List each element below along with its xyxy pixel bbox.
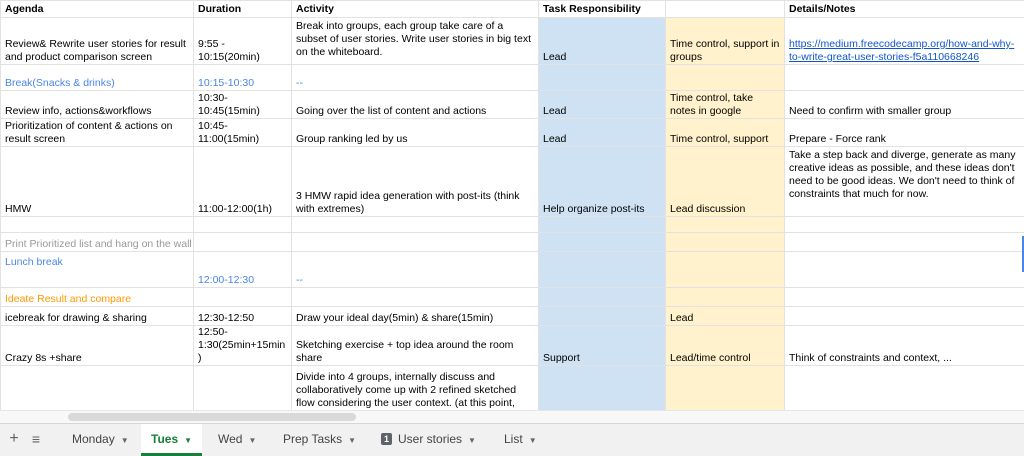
- duration-cell[interactable]: 9:55 - 10:15(20min): [194, 18, 292, 65]
- task-cell[interactable]: Lead: [539, 91, 666, 119]
- details-cell[interactable]: Think of constraints and context, ...: [785, 326, 1024, 366]
- sheet-tab-bar: [0, 423, 1024, 456]
- details-cell[interactable]: [785, 252, 1024, 288]
- agenda-cell[interactable]: Ideate Result and compare: [1, 288, 194, 307]
- task-cell[interactable]: [539, 307, 666, 326]
- tab-label: Tues: [151, 432, 178, 446]
- activity-cell[interactable]: [292, 217, 539, 233]
- details-cell[interactable]: [785, 217, 1024, 233]
- agenda-cell[interactable]: Lunch break: [1, 252, 194, 288]
- table-row: [1, 65, 1024, 91]
- agenda-cell[interactable]: [1, 217, 194, 233]
- chevron-down-icon[interactable]: ▼: [184, 436, 192, 445]
- duration-cell[interactable]: 12:50-1:30(25min+15min): [194, 326, 292, 366]
- activity-cell[interactable]: --: [292, 65, 539, 91]
- chevron-down-icon[interactable]: ▼: [529, 436, 537, 445]
- duration-cell[interactable]: [194, 288, 292, 307]
- table-row: [1, 119, 1024, 147]
- details-cell[interactable]: Take a step back and diverge, generate as many creative ideas as possible, and these ideas don't need to be good ideas. We don't need to think of constraints that much for now.: [785, 147, 1024, 217]
- header-row: [1, 1, 1024, 18]
- task2-cell[interactable]: Time control, support: [666, 119, 785, 147]
- column-header-agenda[interactable]: Agenda: [1, 1, 194, 18]
- task-cell[interactable]: [539, 252, 666, 288]
- horizontal-scrollbar-thumb[interactable]: [68, 413, 356, 421]
- tab-wed[interactable]: [208, 424, 266, 456]
- duration-cell[interactable]: 10:15-10:30: [194, 65, 292, 91]
- table-row: [1, 233, 1024, 252]
- activity-cell[interactable]: Draw your ideal day(5min) & share(15min): [292, 307, 539, 326]
- task-cell[interactable]: Lead: [539, 18, 666, 65]
- details-link[interactable]: https://medium.freecodecamp.org/how-and-why-to-write-great-user-stories-f5a110668246: [789, 38, 1014, 63]
- agenda-cell[interactable]: Break(Snacks & drinks): [1, 65, 194, 91]
- activity-cell[interactable]: --: [292, 252, 539, 288]
- column-header-task-responsibility-2[interactable]: [666, 1, 785, 18]
- agenda-cell[interactable]: Review info, actions&workflows: [1, 91, 194, 119]
- duration-cell[interactable]: [194, 217, 292, 233]
- table-row: [1, 91, 1024, 119]
- table-row: [1, 217, 1024, 233]
- chevron-down-icon[interactable]: ▼: [468, 436, 476, 445]
- table-row: [1, 18, 1024, 65]
- agenda-cell[interactable]: Prioritization of content & actions on result screen: [1, 119, 194, 147]
- duration-cell[interactable]: 10:30-10:45(15min): [194, 91, 292, 119]
- task-cell[interactable]: [539, 288, 666, 307]
- all-sheets-icon[interactable]: ≡: [27, 430, 45, 448]
- notification-badge: 1: [381, 433, 392, 445]
- table-row: [1, 288, 1024, 307]
- tab-label: User stories: [398, 432, 462, 446]
- activity-cell[interactable]: [292, 288, 539, 307]
- task2-cell[interactable]: [666, 252, 785, 288]
- tab-tues[interactable]: [141, 424, 202, 456]
- tab-user-stories[interactable]: [371, 424, 486, 456]
- task-cell[interactable]: Help organize post-its: [539, 147, 666, 217]
- activity-cell[interactable]: Going over the list of content and actions: [292, 91, 539, 119]
- task2-cell[interactable]: Lead/time control: [666, 326, 785, 366]
- agenda-cell[interactable]: icebreak for drawing & sharing: [1, 307, 194, 326]
- task2-cell[interactable]: [666, 288, 785, 307]
- tab-list[interactable]: [494, 424, 547, 456]
- details-cell[interactable]: [785, 288, 1024, 307]
- task-cell[interactable]: [539, 65, 666, 91]
- column-header-task-responsibility[interactable]: Task Responsibility: [539, 1, 666, 18]
- table-row: [1, 252, 1024, 288]
- task-cell[interactable]: [539, 233, 666, 252]
- agenda-cell[interactable]: Crazy 8s +share: [1, 326, 194, 366]
- table-row: [1, 147, 1024, 217]
- tab-label: List: [504, 432, 523, 446]
- duration-cell[interactable]: 12:00-12:30: [194, 252, 292, 288]
- agenda-cell[interactable]: Review& Rewrite user stories for result and product comparison screen: [1, 18, 194, 65]
- chevron-down-icon[interactable]: ▼: [121, 436, 129, 445]
- horizontal-scrollbar[interactable]: [0, 410, 1024, 424]
- details-cell[interactable]: [785, 18, 1024, 65]
- duration-cell[interactable]: 11:00-12:00(1h): [194, 147, 292, 217]
- duration-cell[interactable]: 12:30-12:50: [194, 307, 292, 326]
- table-row: [1, 326, 1024, 366]
- activity-cell[interactable]: [292, 233, 539, 252]
- activity-cell[interactable]: Break into groups, each group take care of a subset of user stories. Write user stories in big text on the whiteboard.: [292, 18, 539, 65]
- table-row: [1, 307, 1024, 326]
- tab-label: Prep Tasks: [283, 432, 342, 446]
- task-cell[interactable]: Support: [539, 326, 666, 366]
- task2-cell[interactable]: [666, 65, 785, 91]
- tab-monday[interactable]: [62, 424, 139, 456]
- chevron-down-icon[interactable]: ▼: [248, 436, 256, 445]
- column-header-duration[interactable]: Duration: [194, 1, 292, 18]
- details-cell[interactable]: [785, 233, 1024, 252]
- task2-cell[interactable]: [666, 217, 785, 233]
- details-cell[interactable]: Need to confirm with smaller group: [785, 91, 1024, 119]
- duration-cell[interactable]: 10:45-11:00(15min): [194, 119, 292, 147]
- tab-label: Wed: [218, 432, 242, 446]
- activity-cell[interactable]: Sketching exercise + top idea around the room share: [292, 326, 539, 366]
- details-cell[interactable]: [785, 65, 1024, 91]
- task2-cell[interactable]: Lead discussion: [666, 147, 785, 217]
- activity-cell[interactable]: Divide into 4 groups, internally discuss and collaboratively come up with 2 refined sketched flow considering the user context. (at this point,: [292, 366, 539, 424]
- task2-cell[interactable]: Lead: [666, 307, 785, 326]
- agenda-cell[interactable]: Print Prioritized list and hang on the wall: [1, 233, 194, 252]
- column-header-details-notes[interactable]: Details/Notes: [785, 1, 1024, 18]
- duration-cell[interactable]: [194, 233, 292, 252]
- task-cell[interactable]: Lead: [539, 119, 666, 147]
- activity-cell[interactable]: 3 HMW rapid idea generation with post-its (think with extremes): [292, 147, 539, 217]
- tab-prep-tasks[interactable]: [273, 424, 366, 456]
- task-cell[interactable]: [539, 217, 666, 233]
- column-header-activity[interactable]: Activity: [292, 1, 539, 18]
- task2-cell[interactable]: Time control, support in groups: [666, 18, 785, 65]
- agenda-cell[interactable]: HMW: [1, 147, 194, 217]
- tab-label: Monday: [72, 432, 115, 446]
- details-cell[interactable]: Prepare - Force rank: [785, 119, 1024, 147]
- task2-cell[interactable]: [666, 233, 785, 252]
- plus-icon[interactable]: +: [5, 430, 23, 448]
- chevron-down-icon[interactable]: ▼: [348, 436, 356, 445]
- task2-cell[interactable]: Time control, take notes in google: [666, 91, 785, 119]
- activity-cell[interactable]: Group ranking led by us: [292, 119, 539, 147]
- details-cell[interactable]: [785, 307, 1024, 326]
